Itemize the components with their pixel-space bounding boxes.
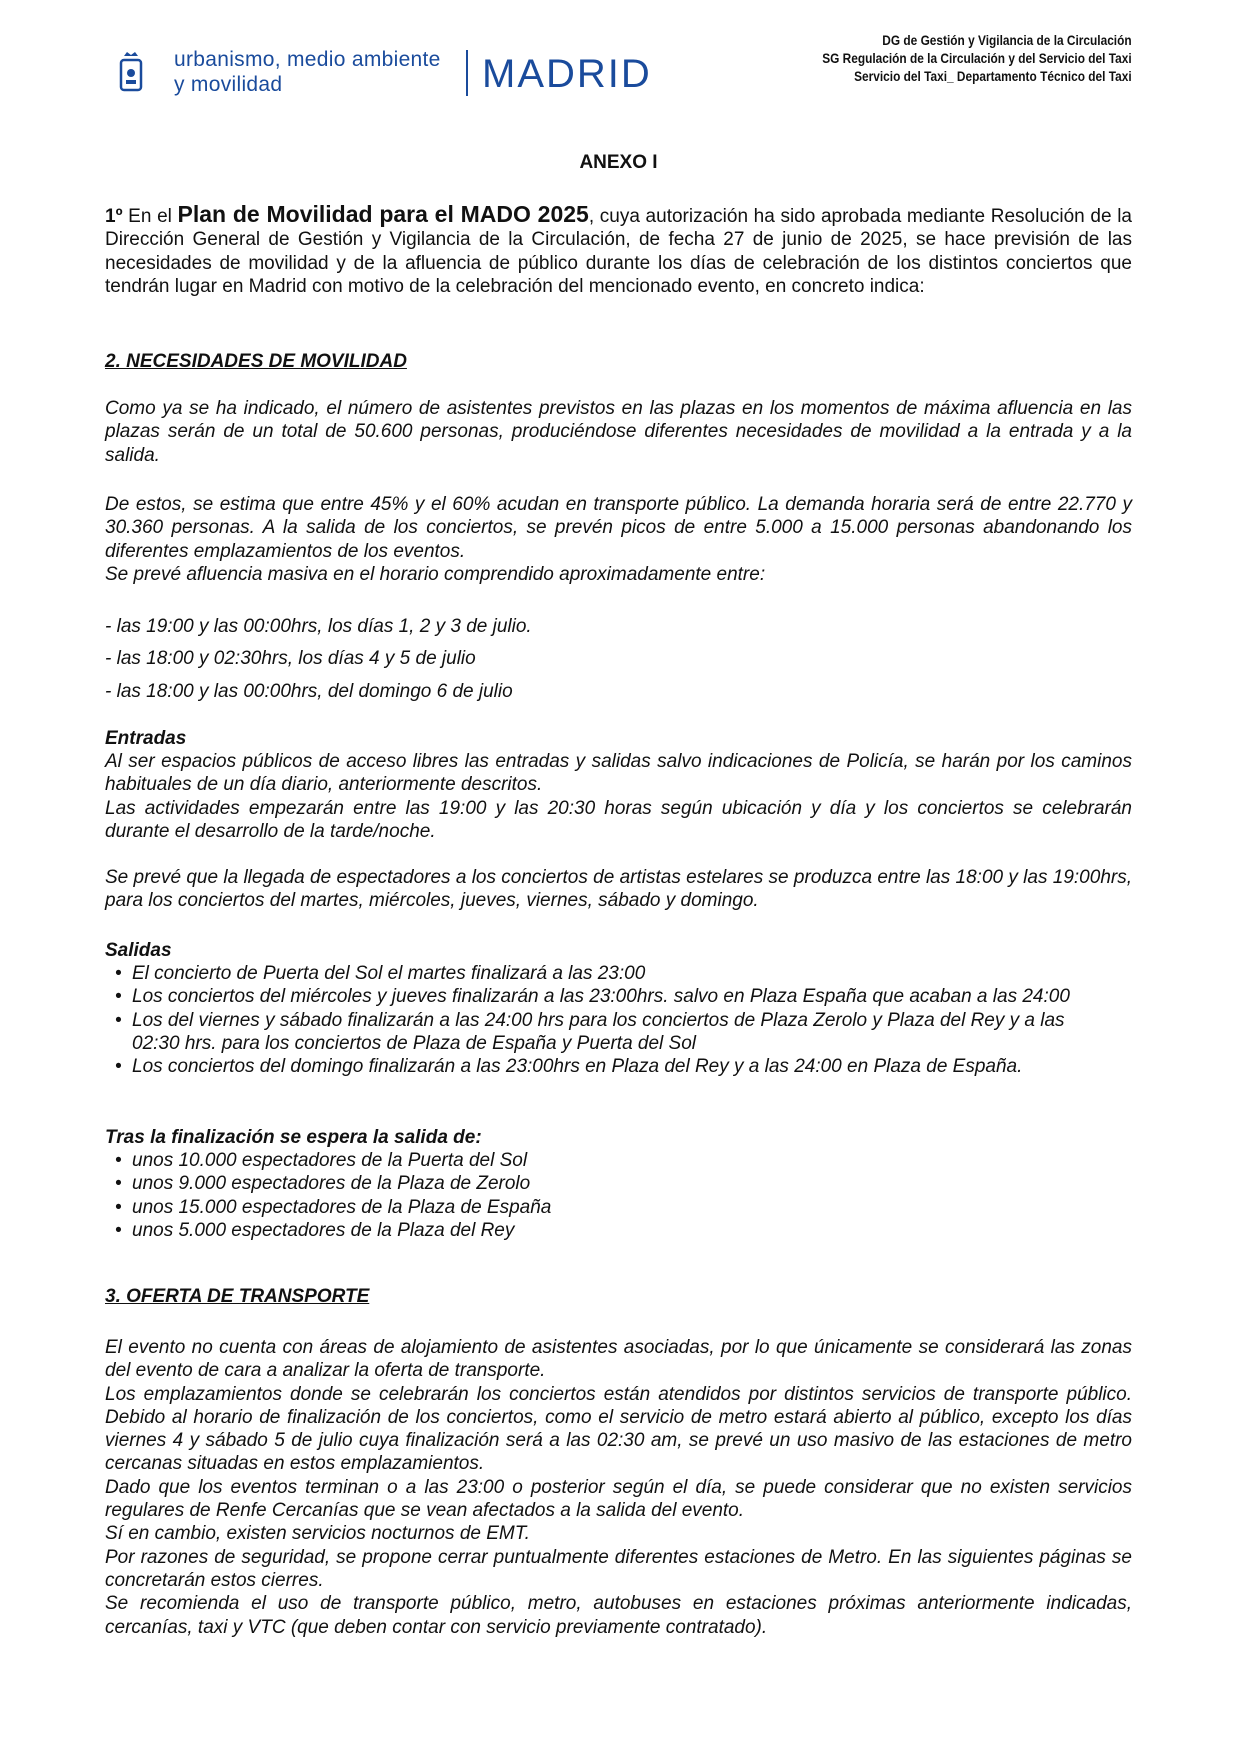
entradas-heading: Entradas [105,728,187,749]
logo-divider [466,50,468,96]
section-3-paragraph: Por razones de seguridad, se propone cerrar puntualmente diferentes estaciones de Metro. En las siguientes páginas se concretarán estos cierres. [105,1546,1132,1591]
header-department [780,32,1132,86]
schedule-item: - las 19:00 y las 00:00hrs, los días 1, 2 y 3 de julio. [105,616,532,637]
section-2-paragraph-2: De estos, se estima que entre 45% y el 60% acudan en transporte público. La demanda horaria será de entre 22.770 y 30.360 personas. A la salida de los conciertos, se prevén picos de entre 5.000 a 15.000 personas abandonando los diferentes emplazamientos de los eventos. [105,494,1132,562]
logo-line-2: y movilidad [174,73,283,96]
schedule-item: - las 18:00 y 02:30hrs, los días 4 y 5 de julio [105,648,476,669]
section-3-heading: 3. OFERTA DE TRANSPORTE [105,1286,370,1307]
page-title: ANEXO I [579,152,658,173]
list-item: • unos 15.000 espectadores de la Plaza de España [105,1196,1132,1219]
list-item: • unos 5.000 espectadores de la Plaza del Rey [105,1219,1132,1242]
list-item: • Los conciertos del miércoles y jueves finalizarán a las 23:00hrs. salvo en Plaza España que acaban a las 24:00 [105,985,1115,1008]
section-3-paragraph: Los emplazamientos donde se celebrarán los conciertos están atendidos por distintos servicios de transporte público. Debido al horario de finalización de los conciertos, como el servicio de metro estará abierto al público, excepto los días viernes 4 y sábado 5 de julio cuya finalización será a las 02:30 am, se prevé un uso masivo de las estaciones de metro cercanas situadas en estos emplazamientos. [105,1383,1132,1475]
list-item: • unos 9.000 espectadores de la Plaza de Zerolo [105,1172,1132,1195]
madrid-crest-icon [118,50,144,94]
section-2-paragraph-3: Se prevé afluencia masiva en el horario comprendido aproximadamente entre: [105,564,766,585]
logo-line-1: urbanismo, medio ambiente [174,48,441,71]
section-3-paragraph: Sí en cambio, existen servicios nocturnos de EMT. [105,1523,530,1545]
salidas-heading: Salidas [105,940,172,961]
intro-paragraph: 1º En el Plan de Movilidad para el MADO 2025, cuya autorización ha sido aprobada mediante Resolución de la Dirección General de Gestión y Vigilancia de la Circulación, de fecha 27 de junio de 2025, se hace previsión de las necesidades de movilidad y de la afluencia de público durante los días de celebración de los distintos conciertos que tendrán lugar en Madrid con motivo de la celebración del mencionado evento, en concreto indica: [105,201,1132,297]
section-2-heading: 2. NECESIDADES DE MOVILIDAD [105,351,407,372]
schedule-item: - las 18:00 y las 00:00hrs, del domingo 6 de julio [105,681,513,702]
intro-number: 1º [105,206,123,227]
plan-name: Plan de Movilidad para el MADO 2025 [177,201,589,227]
section-2-paragraph-1: Como ya se ha indicado, el número de asistentes previstos en las plazas en los momentos de máxima afluencia en las plazas serán de un total de 50.600 personas, produciéndose diferentes necesidades de movilidad a la entrada y a la salida. [105,398,1132,466]
entradas-paragraph-3: Se prevé que la llegada de espectadores a los conciertos de artistas estelares se produzca entre las 18:00 y las 19:00hrs, para los conciertos del martes, miércoles, jueves, viernes, sábado y domingo. [105,867,1132,912]
list-item: • El concierto de Puerta del Sol el martes finalizará a las 23:00 [105,962,1115,985]
entradas-paragraph-1: Al ser espacios públicos de acceso libres las entradas y salidas salvo indicaciones de Policía, se harán por los caminos habituales de un día diario, anteriormente descritos. [105,751,1132,796]
section-3-paragraph: Dado que los eventos terminan o a las 23:00 o posterior según el día, se puede considerar que no existen servicios regulares de Renfe Cercanías que se vean afectados a la salida del evento. [105,1476,1132,1522]
header-line-1: DG de Gestión y Vigilancia de la Circulación [882,33,1132,48]
section-3-body [105,1336,1132,1639]
logo-city: MADRID [482,52,652,96]
entradas-paragraph-2: Las actividades empezarán entre las 19:00 y las 20:30 horas según ubicación y día y los conciertos se celebrarán durante el desarrollo de la tarde/noche. [105,798,1132,843]
header-line-2: SG Regulación de la Circulación y del Servicio del Taxi [822,51,1132,66]
tras-list [105,1149,1132,1242]
list-item: • Los conciertos del domingo finalizarán a las 23:00hrs en Plaza del Rey y a las 24:00 en Plaza de España. [105,1055,1115,1078]
section-3-paragraph: El evento no cuenta con áreas de alojamiento de asistentes asociadas, por lo que únicamente se considerará las zonas del evento de cara a analizar la oferta de transporte. [105,1337,1132,1382]
list-item: • Los del viernes y sábado finalizarán a las 24:00 hrs para los conciertos de Plaza Zerolo y Plaza del Rey y a las 02:30 hrs. para los conciertos de Plaza de España y Puerta del Sol [105,1009,1115,1056]
tras-heading: Tras la finalización se espera la salida de: [105,1127,482,1148]
list-item: • unos 10.000 espectadores de la Puerta del Sol [105,1149,1132,1172]
section-3-paragraph: Se recomienda el uso de transporte público, metro, autobuses en estaciones próximas anteriormente indicadas, cercanías, taxi y VTC (que deben contar con servicio previamente contratado). [105,1593,1132,1638]
salidas-list [105,962,1115,1078]
header-line-3: Servicio del Taxi_ Departamento Técnico del Taxi [854,69,1132,84]
